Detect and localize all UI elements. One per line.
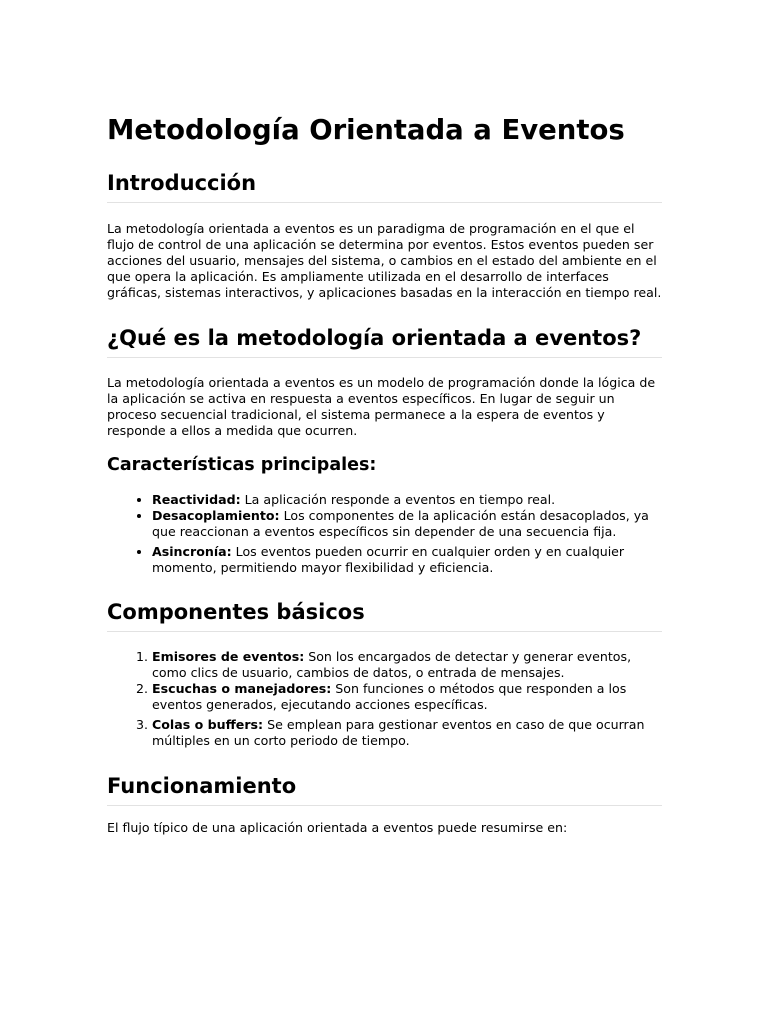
list-item-text: Se emplean para gestionar eventos en caso de que ocurran múltiples en un corto periodo de tiempo.	[152, 717, 645, 748]
heading-componentes: Componentes básicos	[107, 597, 662, 632]
heading-funcionamiento: Funcionamiento	[107, 771, 662, 806]
list-item-term: Escuchas o manejadores:	[152, 681, 332, 696]
list-item	[152, 681, 662, 713]
heading-introduccion: Introducción	[107, 168, 662, 203]
heading-que-es: ¿Qué es la metodología orientada a eventos?	[107, 323, 662, 358]
list-item	[152, 649, 662, 681]
list-item	[152, 492, 662, 508]
paragraph-que-es: La metodología orientada a eventos es un modelo de programación donde la lógica de la aplicación se activa en respuesta a eventos específicos. En lugar de seguir un proceso secuencial tradicional, el sistema permanece a la espera de eventos y responde a ellos a medida que ocurren.	[107, 375, 656, 438]
list-item-term: Colas o buffers:	[152, 717, 264, 732]
list-item-term: Desacoplamiento:	[152, 508, 280, 523]
features-list	[107, 492, 662, 576]
list-item	[152, 717, 662, 749]
components-list	[107, 649, 662, 749]
list-item-text: Son funciones o métodos que responden a los eventos generados, ejecutando acciones específicas.	[152, 681, 627, 712]
page-title: Metodología Orientada a Eventos	[107, 114, 625, 146]
heading-caracteristicas: Características principales:	[107, 455, 377, 475]
list-item-text: Los eventos pueden ocurrir en cualquier orden y en cualquier momento, permitiendo mayor flexibilidad y eficiencia.	[152, 544, 625, 575]
paragraph-funcionamiento: El flujo típico de una aplicación orientada a eventos puede resumirse en:	[107, 820, 568, 835]
list-item	[152, 544, 662, 576]
paragraph-introduccion: La metodología orientada a eventos es un paradigma de programación en el que el flujo de control de una aplicación se determina por eventos. Estos eventos pueden ser acciones del usuario, mensajes del sistema, o cambios en el estado del ambiente en el que opera la aplicación. Es ampliamente utilizada en el desarrollo de interfaces gráficas, sistemas interactivos, y aplicaciones basadas en la interacción en tiempo real.	[107, 221, 662, 300]
list-item-text: Los componentes de la aplicación están desacoplados, ya que reaccionan a eventos específicos sin depender de una secuencia fija.	[152, 508, 649, 539]
list-item-text: Son los encargados de detectar y generar eventos, como clics de usuario, cambios de datos, o entrada de mensajes.	[152, 649, 632, 680]
list-item-text: La aplicación responde a eventos en tiempo real.	[240, 492, 556, 507]
document-content	[107, 112, 662, 836]
list-item-term: Reactividad:	[152, 492, 241, 507]
list-item-term: Emisores de eventos:	[152, 649, 305, 664]
list-item	[152, 508, 662, 540]
list-item-term: Asincronía:	[152, 544, 232, 559]
